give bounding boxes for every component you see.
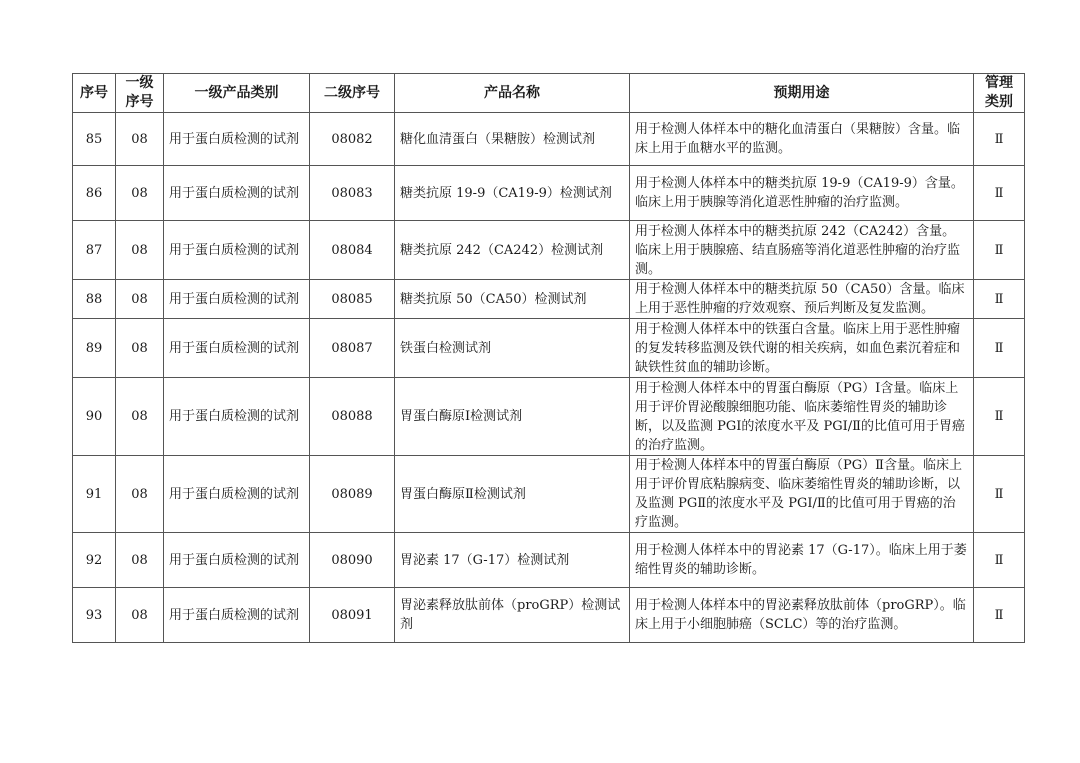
table-row — [73, 280, 1025, 319]
cell-product-name: 胃泌素 17（G-17）检测试剂 — [395, 533, 630, 588]
cell-seq: 90 — [73, 378, 116, 456]
cell-mgmt-class: Ⅱ — [974, 113, 1025, 166]
table-row — [73, 588, 1025, 643]
cell-intended-use: 用于检测人体样本中的糖类抗原 50（CA50）含量。临床上用于恶性肿瘤的疗效观察、预后判断及复发监测。 — [630, 280, 974, 319]
header-level2-code: 二级序号 — [310, 74, 395, 113]
table-row — [73, 319, 1025, 378]
header-product-name: 产品名称 — [395, 74, 630, 113]
cell-intended-use: 用于检测人体样本中的胃泌素释放肽前体（proGRP）。临床上用于小细胞肺癌（SCLC）等的治疗监测。 — [630, 588, 974, 643]
cell-level2-code: 08084 — [310, 221, 395, 280]
cell-seq: 92 — [73, 533, 116, 588]
cell-product-name: 胃蛋白酶原Ⅰ检测试剂 — [395, 378, 630, 456]
cell-level1-code: 08 — [116, 456, 164, 533]
cell-mgmt-class: Ⅱ — [974, 588, 1025, 643]
cell-level2-code: 08088 — [310, 378, 395, 456]
cell-seq: 86 — [73, 166, 116, 221]
cell-seq: 88 — [73, 280, 116, 319]
cell-seq: 91 — [73, 456, 116, 533]
cell-level2-code: 08085 — [310, 280, 395, 319]
cell-level1-code: 08 — [116, 221, 164, 280]
cell-level1-code: 08 — [116, 113, 164, 166]
cell-intended-use: 用于检测人体样本中的铁蛋白含量。临床上用于恶性肿瘤的复发转移监测及铁代谢的相关疾病，如血色素沉着症和缺铁性贫血的辅助诊断。 — [630, 319, 974, 378]
product-catalog-table — [72, 73, 1025, 643]
header-intended-use: 预期用途 — [630, 74, 974, 113]
cell-level2-code: 08089 — [310, 456, 395, 533]
header-mgmt-class: 管理类别 — [974, 74, 1025, 113]
cell-level2-code: 08087 — [310, 319, 395, 378]
cell-seq: 89 — [73, 319, 116, 378]
cell-intended-use: 用于检测人体样本中的胃蛋白酶原（PG）Ⅱ含量。临床上用于评价胃底粘腺病变、临床萎缩性胃炎的辅助诊断，以及监测 PGⅡ的浓度水平及 PGⅠ/Ⅱ的比值可用于胃癌的治疗监测。 — [630, 456, 974, 533]
cell-level1-category: 用于蛋白质检测的试剂 — [164, 113, 310, 166]
table-row — [73, 378, 1025, 456]
cell-level1-category: 用于蛋白质检测的试剂 — [164, 456, 310, 533]
cell-level1-code: 08 — [116, 166, 164, 221]
cell-level1-code: 08 — [116, 280, 164, 319]
cell-level1-category: 用于蛋白质检测的试剂 — [164, 533, 310, 588]
cell-intended-use: 用于检测人体样本中的胃泌素 17（G-17）。临床上用于萎缩性胃炎的辅助诊断。 — [630, 533, 974, 588]
cell-level1-category: 用于蛋白质检测的试剂 — [164, 378, 310, 456]
cell-product-name: 糖类抗原 19-9（CA19-9）检测试剂 — [395, 166, 630, 221]
cell-mgmt-class: Ⅱ — [974, 221, 1025, 280]
cell-product-name: 胃蛋白酶原Ⅱ检测试剂 — [395, 456, 630, 533]
cell-product-name: 糖类抗原 50（CA50）检测试剂 — [395, 280, 630, 319]
cell-level2-code: 08083 — [310, 166, 395, 221]
table-row — [73, 456, 1025, 533]
table-row — [73, 113, 1025, 166]
cell-level1-code: 08 — [116, 319, 164, 378]
cell-mgmt-class: Ⅱ — [974, 319, 1025, 378]
cell-product-name: 糖化血清蛋白（果糖胺）检测试剂 — [395, 113, 630, 166]
cell-mgmt-class: Ⅱ — [974, 533, 1025, 588]
table-row — [73, 533, 1025, 588]
cell-mgmt-class: Ⅱ — [974, 166, 1025, 221]
cell-seq: 93 — [73, 588, 116, 643]
table-row — [73, 221, 1025, 280]
cell-level1-category: 用于蛋白质检测的试剂 — [164, 221, 310, 280]
cell-level1-category: 用于蛋白质检测的试剂 — [164, 166, 310, 221]
cell-level1-category: 用于蛋白质检测的试剂 — [164, 280, 310, 319]
cell-seq: 85 — [73, 113, 116, 166]
cell-intended-use: 用于检测人体样本中的糖类抗原 242（CA242）含量。临床上用于胰腺癌、结直肠癌等消化道恶性肿瘤的治疗监测。 — [630, 221, 974, 280]
cell-mgmt-class: Ⅱ — [974, 280, 1025, 319]
header-level1-category: 一级产品类别 — [164, 74, 310, 113]
cell-seq: 87 — [73, 221, 116, 280]
table-row — [73, 166, 1025, 221]
cell-level2-code: 08090 — [310, 533, 395, 588]
cell-product-name: 糖类抗原 242（CA242）检测试剂 — [395, 221, 630, 280]
cell-level2-code: 08091 — [310, 588, 395, 643]
header-seq: 序号 — [73, 74, 116, 113]
cell-level1-category: 用于蛋白质检测的试剂 — [164, 588, 310, 643]
cell-product-name: 铁蛋白检测试剂 — [395, 319, 630, 378]
cell-product-name: 胃泌素释放肽前体（proGRP）检测试剂 — [395, 588, 630, 643]
cell-level1-code: 08 — [116, 588, 164, 643]
cell-intended-use: 用于检测人体样本中的胃蛋白酶原（PG）Ⅰ含量。临床上用于评价胃泌酸腺细胞功能、临床萎缩性胃炎的辅助诊断，以及监测 PGⅠ的浓度水平及 PGⅠ/Ⅱ的比值可用于胃癌的治疗监测。 — [630, 378, 974, 456]
cell-level1-code: 08 — [116, 378, 164, 456]
header-row — [73, 74, 1025, 113]
cell-intended-use: 用于检测人体样本中的糖化血清蛋白（果糖胺）含量。临床上用于血糖水平的监测。 — [630, 113, 974, 166]
cell-level1-category: 用于蛋白质检测的试剂 — [164, 319, 310, 378]
cell-level1-code: 08 — [116, 533, 164, 588]
cell-mgmt-class: Ⅱ — [974, 378, 1025, 456]
cell-level2-code: 08082 — [310, 113, 395, 166]
cell-mgmt-class: Ⅱ — [974, 456, 1025, 533]
header-level1-code: 一级序号 — [116, 74, 164, 113]
cell-intended-use: 用于检测人体样本中的糖类抗原 19-9（CA19-9）含量。临床上用于胰腺等消化道恶性肿瘤的治疗监测。 — [630, 166, 974, 221]
